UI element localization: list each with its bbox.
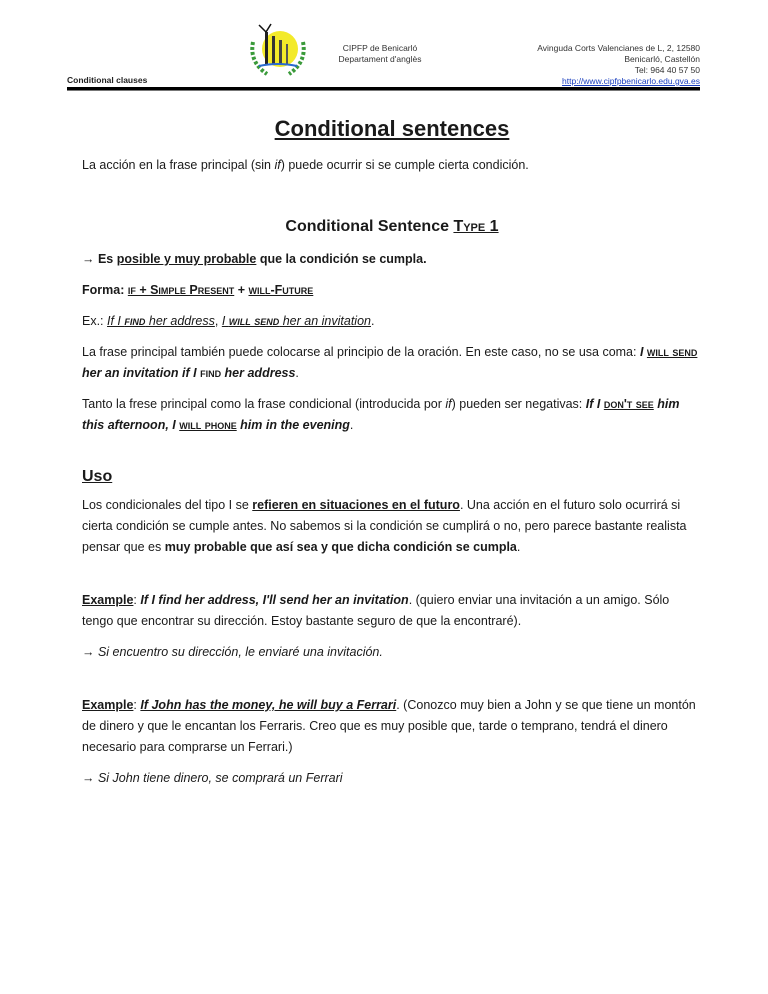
institution-line: CIPFP de Benicarló: [342, 43, 418, 53]
text: will send: [228, 314, 280, 328]
text: find: [200, 366, 222, 380]
text: .: [295, 366, 299, 380]
text: if: [445, 397, 452, 411]
example2-paragraph: [82, 695, 702, 758]
text: que la condición se cumpla.: [256, 252, 427, 266]
text: .: [516, 540, 521, 554]
text: if: [274, 158, 281, 172]
example1-paragraph: [82, 590, 702, 632]
text: .: [349, 418, 354, 432]
text: Example: [82, 698, 134, 712]
text: if + Simple Present: [127, 283, 235, 297]
text: Los condicionales del tipo I se: [82, 498, 253, 512]
text: refieren en situaciones en el futuro: [252, 498, 460, 512]
order-paragraph: [82, 342, 702, 384]
text: . (Conozco muy bien a John y se que tiene un montón de dinero y que le encantan los Ferraris. Creo que es muy posible que, tarde o temprano, tendrá el dinero necesario para comprarse un Ferrari.): [82, 698, 696, 754]
text: If I: [107, 314, 125, 328]
text: Type 1: [453, 218, 499, 235]
text: her address: [221, 366, 296, 380]
text: La frase principal también puede colocarse al principio de la oración. En este caso, no se usa coma:: [82, 345, 640, 359]
text: him in the evening: [236, 418, 350, 432]
page-title: Conditional sentences: [274, 116, 510, 141]
example-line: [82, 311, 702, 332]
text: I: [639, 345, 647, 359]
text: :: [133, 593, 141, 607]
text: will send: [646, 345, 698, 359]
probability-point: [82, 249, 702, 270]
forma-line: [82, 280, 702, 301]
text: If I find her address, I'll send her an invitation: [140, 593, 409, 607]
topic-label: Conditional clauses: [67, 75, 148, 85]
text: . Una acción en el futuro solo ocurrirá si cierta condición se cumple antes. No sabemos si la condición se cumplirá o no, pero parece bastante realista pensar que es: [82, 498, 687, 554]
text: → Si John tiene dinero, se comprará un Ferrari: [82, 771, 343, 785]
text: will-Future: [248, 283, 314, 297]
text: Tanto la frese principal como la frase condicional (introducida por: [82, 397, 446, 411]
website-link[interactable]: http://www.cipfpbenicarlo.edu.gva.es: [562, 76, 700, 86]
uso-paragraph: [82, 495, 702, 558]
document-body: [82, 112, 702, 799]
uso-heading: Uso: [82, 468, 113, 485]
text: will phone: [179, 418, 237, 432]
text: If I: [585, 397, 604, 411]
text: posible y muy probable: [116, 252, 257, 266]
city-line: Benicarló, Castellón: [624, 54, 700, 64]
text: muy probable que así sea y que dicha condición se cumpla: [164, 540, 517, 554]
text: find: [124, 314, 146, 328]
address-block: [537, 43, 700, 87]
text: Forma:: [82, 283, 128, 297]
institution-name: [335, 43, 425, 65]
text: +: [234, 283, 249, 297]
text: Es: [94, 252, 117, 266]
text: ,: [214, 314, 222, 328]
example2-translation: [82, 768, 702, 789]
section-title-type1: [82, 216, 702, 237]
text: Example: [82, 593, 134, 607]
intro-paragraph: [82, 155, 702, 176]
text: Conditional Sentence: [285, 218, 454, 235]
text: her address: [145, 314, 215, 328]
text: her an invitation if I: [82, 366, 201, 380]
text: La acción en la frase principal (sin: [82, 158, 275, 172]
phone-line: Tel: 964 40 57 50: [634, 65, 700, 75]
school-logo-icon: [245, 22, 311, 80]
text: . (quiero enviar una invitación a un amigo. Sólo tengo que encontrar su dirección. Estoy bastante seguro de que la encontraré).: [82, 593, 670, 628]
header-divider: [67, 87, 700, 91]
negative-paragraph: [82, 394, 702, 436]
text: :: [133, 698, 141, 712]
text: I: [221, 314, 229, 328]
page-header: [67, 0, 700, 92]
text: her an invitation: [279, 314, 371, 328]
text: If John has the money, he will buy a Ferrari: [140, 698, 397, 712]
address-line: Avinguda Corts Valencianes de L, 2, 12580: [537, 43, 700, 53]
text: ) pueden ser negativas:: [451, 397, 586, 411]
text: → Si encuentro su dirección, le enviaré una invitación.: [82, 645, 383, 659]
text: .: [370, 314, 375, 328]
text: him this afternoon, I: [82, 397, 680, 432]
text: Ex.:: [82, 314, 108, 328]
department-line: Departament d'anglès: [338, 54, 422, 64]
arrow-icon: →: [82, 252, 95, 266]
text: don't see: [603, 397, 654, 411]
text: ) puede ocurrir si se cumple cierta condición.: [280, 158, 529, 172]
example1-translation: [82, 642, 702, 663]
